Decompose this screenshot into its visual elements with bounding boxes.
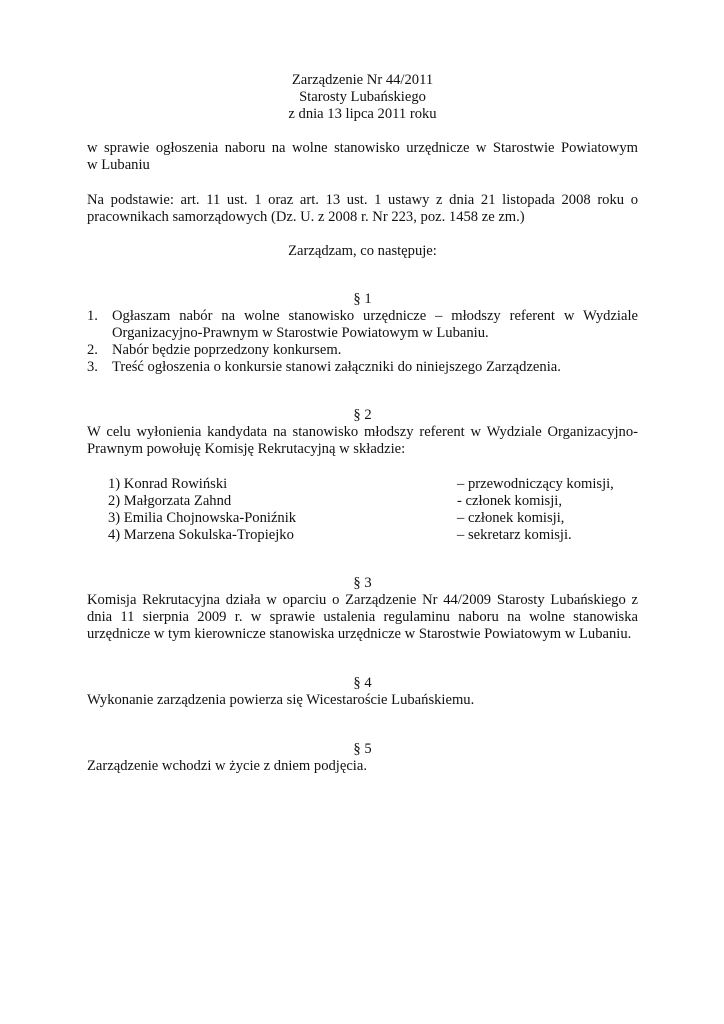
section-3-heading: § 3 — [353, 575, 372, 591]
member-2-name: 2) Małgorzata Zahnd — [108, 493, 232, 509]
document-issuer: Starosty Lubańskiego — [299, 89, 426, 105]
subject-line-1: w sprawie ogłoszenia naboru na wolne stanowisko urzędnicze w Starostwie Powiatowym — [87, 140, 638, 156]
section-3-line-1: Komisja Rekrutacyjna działa w oparciu o Zarządzenie Nr 44/2009 Starosty Lubańskiego z — [87, 592, 638, 608]
section-5-text: Zarządzenie wchodzi w życie z dniem podjęcia. — [87, 758, 367, 774]
subject-line-2: w Lubaniu — [87, 157, 150, 173]
member-3-name: 3) Emilia Chojnowska-Poniźnik — [108, 510, 297, 526]
item-2-number: 2. — [87, 342, 98, 358]
section-4-heading: § 4 — [353, 675, 372, 691]
section-2-line-1: W celu wyłonienia kandydata na stanowisko młodszy referent w Wydziale Organizacyjno- — [87, 424, 638, 440]
document-title: Zarządzenie Nr 44/2011 — [291, 72, 434, 88]
item-3-number: 3. — [87, 359, 98, 375]
section-5-heading: § 5 — [353, 741, 372, 757]
section-2-line-2: Prawnym powołuję Komisję Rekrutacyjną w składzie: — [87, 441, 406, 457]
member-3-role: – członek komisji, — [457, 510, 565, 526]
member-1-name: 1) Konrad Rowiński — [108, 476, 228, 492]
item-2-text: Nabór będzie poprzedzony konkursem. — [112, 342, 342, 358]
member-1-role: – przewodniczący komisji, — [457, 476, 614, 492]
item-1-number: 1. — [87, 308, 98, 324]
item-1-line-1: Ogłaszam nabór na wolne stanowisko urzędnicze – młodszy referent w Wydziale — [112, 308, 638, 324]
item-3-text: Treść ogłoszenia o konkursie stanowi załączniki do niniejszego Zarządzenia. — [112, 359, 561, 375]
member-4-name: 4) Marzena Sokulska-Tropiejko — [108, 527, 294, 543]
basis-line-1: Na podstawie: art. 11 ust. 1 oraz art. 13 ust. 1 ustawy z dnia 21 listopada 2008 roku o — [87, 192, 638, 208]
member-2-role: - członek komisji, — [457, 493, 562, 509]
item-1-line-2: Organizacyjno-Prawnym w Starostwie Powiatowym w Lubaniu. — [112, 325, 489, 341]
section-4-text: Wykonanie zarządzenia powierza się Wicestaroście Lubańskiemu. — [87, 692, 475, 708]
basis-line-2: pracownikach samorządowych (Dz. U. z 2008 r. Nr 223, poz. 1458 ze zm.) — [87, 209, 525, 225]
section-1-heading: § 1 — [353, 291, 372, 307]
decree-statement: Zarządzam, co następuje: — [288, 243, 437, 259]
section-3-line-3: urzędnicze w tym kierownicze stanowiska urzędnicze w Starostwie Powiatowym w Lubaniu. — [87, 626, 632, 642]
section-3-line-2: dnia 11 sierpnia 2009 r. w sprawie ustalenia regulaminu naboru na wolne stanowiska — [87, 609, 638, 625]
section-2-heading: § 2 — [353, 407, 372, 423]
member-4-role: – sekretarz komisji. — [457, 527, 572, 543]
document-date: z dnia 13 lipca 2011 roku — [288, 106, 437, 122]
